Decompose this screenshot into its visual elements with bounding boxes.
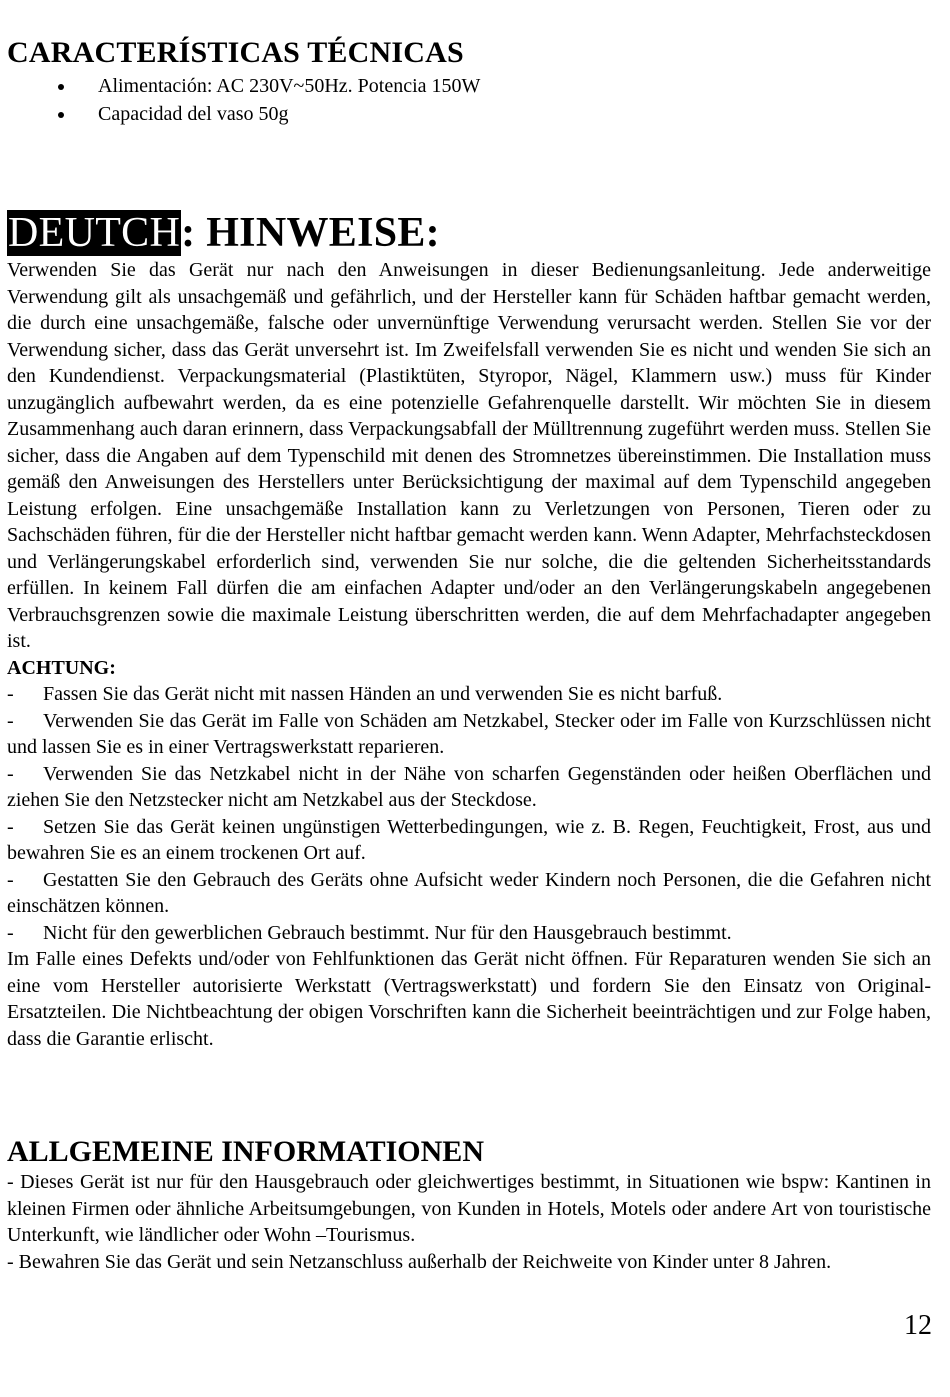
general-info-heading: ALLGEMEINE INFORMATIONEN bbox=[7, 1135, 484, 1168]
warning-item bbox=[7, 867, 931, 920]
deutch-heading bbox=[7, 208, 440, 258]
warning-text: Verwenden Sie das Gerät im Falle von Schäden am Netzkabel, Stecker oder im Falle von Kurzschlüssen nicht und lassen Sie es in einer Vertragswerkstatt reparieren. bbox=[7, 709, 931, 758]
warning-item bbox=[7, 761, 931, 814]
warning-text: Gestatten Sie den Gebrauch des Geräts ohne Aufsicht weder Kindern noch Personen, die die Gefahren nicht einschätzen können. bbox=[7, 868, 931, 917]
defect-paragraph: Im Falle eines Defekts und/oder von Fehlfunktionen das Gerät nicht öffnen. Für Reparaturen wenden Sie sich an eine vom Hersteller autorisierte Werkstatt (Vertragswerkstatt) und fordern Sie den Einsatz von Original-Ersatzteilen. Die Nichtbeachtung der obigen Vorschriften kann die Sicherheit beeinträchtigen und zur Folge haben, dass die Garantie erlischt. bbox=[7, 948, 931, 1050]
deutch-heading-rest: : HINWEISE: bbox=[181, 210, 440, 256]
intro-paragraph: Verwenden Sie das Gerät nur nach den Anweisungen in dieser Bedienungsanleitung. Jede anderweitige Verwendung gilt als unsachgemäß und gefährlich, und der Hersteller kann für Schäden haftbar gemacht werden, die durch eine unsachgemäße, falsche oder unvernünftige Verwendung verursacht werden. Stellen Sie vor der Verwendung sicher, dass das Gerät unversehrt ist. Im Zweifelsfall verwenden Sie es nicht und wenden Sie sich an den Kundendienst. Verpackungsmaterial (Plastiktüten, Styropor, Nägel, Klammern usw.) muss für Kinder unzugänglich aufbewahrt werden, da es eine potenzielle Gefahrenquelle darstellt. Wir möchten Sie in diesem Zusammenhang auch daran erinnern, dass Verpackungsabfall der Mülltrennung zugeführt werden muss. Stellen Sie sicher, dass die Angaben auf dem Typenschild mit denen des Stromnetzes übereinstimmen. Die Installation muss gemäß den Anweisungen des Herstellers unter Berücksichtigung der maximal auf dem Typenschild angegeben Leistung erfolgen. Eine unsachgemäße Installation kann zu Verletzungen von Personen, Tieren oder zu Sachschäden führen, für die der Hersteller nicht haftbar gemacht werden kann. Wenn Adapter, Mehrfachsteckdosen und Verlängerungskabel erforderlich sind, verwenden Sie nur solche, die die geltenden Sicherheitsstandards erfüllen. In keinem Fall dürfen die am einfachen Adapter und/oder an den Verlängerungskabeln angegebenen Verbrauchsgrenzen sowie die maximale Leistung überschritten werden, die auf dem Mehrfachadapter angegeben ist. bbox=[7, 259, 931, 652]
warning-text: Verwenden Sie das Netzkabel nicht in der Nähe von scharfen Gegenständen oder heißen Oberflächen und ziehen Sie den Netzstecker nicht am Netzkabel aus der Steckdose. bbox=[7, 762, 931, 811]
spec-item: Alimentación: AC 230V~50Hz. Potencia 150W bbox=[7, 72, 480, 100]
page-number: 12 bbox=[904, 1310, 932, 1341]
warning-title: ACHTUNG: bbox=[7, 656, 116, 679]
general-info-paragraph: - Dieses Gerät ist nur für den Hausgebrauch oder gleichwertiges bestimmt, in Situationen wie bspw: Kantinen in kleinen Firmen oder ähnliche Arbeitsumgebungen, von Kunden in Hotels, Motels oder andere Art von touristische Unterkunft, wie ländlicher oder Wohn –Tourismus. bbox=[7, 1171, 931, 1246]
warning-text: Nicht für den gewerblichen Gebrauch bestimmt. Nur für den Hausgebrauch bestimmt. bbox=[43, 921, 732, 944]
warning-item bbox=[7, 814, 931, 867]
warning-dash: - bbox=[7, 709, 14, 732]
spec-list bbox=[7, 72, 480, 128]
warning-item bbox=[7, 681, 931, 708]
general-info bbox=[7, 1169, 931, 1275]
general-info-paragraph: - Bewahren Sie das Gerät und sein Netzanschluss außerhalb der Reichweite von Kinder unter 8 Jahren. bbox=[7, 1250, 832, 1273]
spec-item: Capacidad del vaso 50g bbox=[7, 100, 480, 128]
warning-text: Fassen Sie das Gerät nicht mit nassen Händen an und verwenden Sie es nicht barfuß. bbox=[43, 683, 723, 705]
warning-dash: - bbox=[7, 683, 14, 705]
warning-item bbox=[7, 920, 931, 947]
warning-dash: - bbox=[7, 868, 14, 891]
spec-heading: CARACTERÍSTICAS TÉCNICAS bbox=[7, 36, 464, 69]
language-label: DEUTCH bbox=[8, 210, 181, 256]
warning-dash: - bbox=[7, 921, 14, 944]
warning-item bbox=[7, 708, 931, 761]
warning-text: Setzen Sie das Gerät keinen ungünstigen Wetterbedingungen, wie z. B. Regen, Feuchtigkeit, Frost, aus und bewahren Sie es an einem trockenen Ort auf. bbox=[7, 815, 931, 864]
warning-dash: - bbox=[7, 815, 14, 838]
german-notes bbox=[7, 257, 931, 1052]
warning-dash: - bbox=[7, 762, 14, 785]
